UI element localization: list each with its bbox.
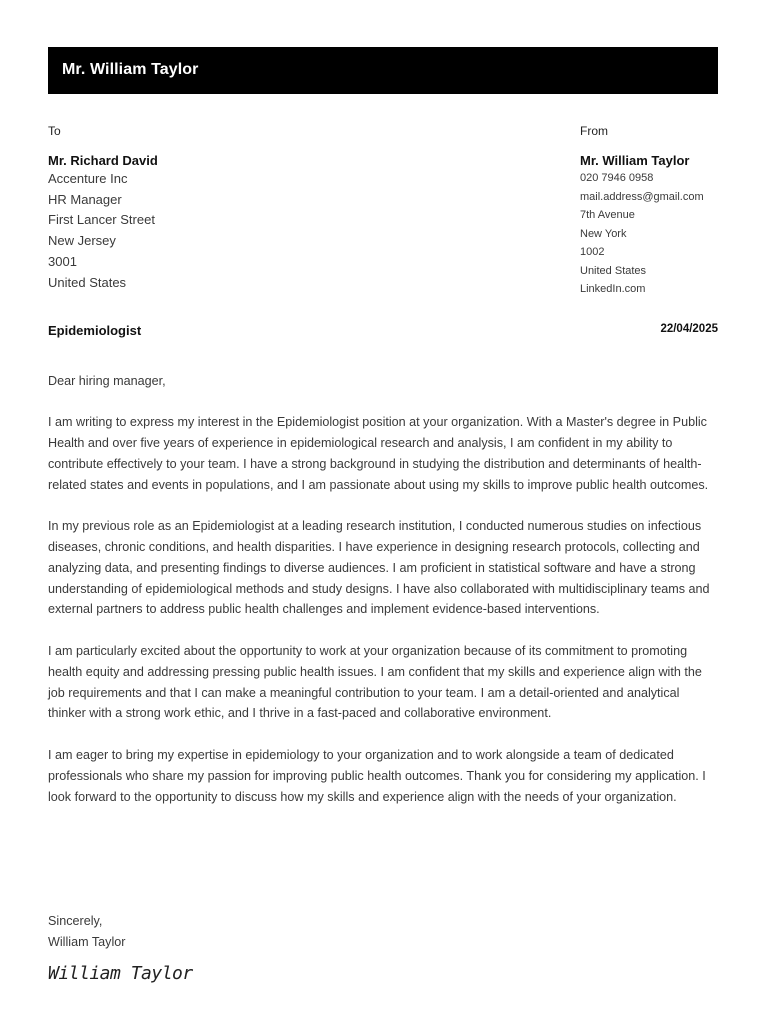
sender-contact: [580, 169, 740, 299]
recipient-name: Mr. Richard David: [48, 153, 158, 168]
header-name: Mr. William Taylor: [62, 61, 199, 78]
sender-country: United States: [580, 264, 647, 277]
sender-name: Mr. William Taylor: [580, 153, 690, 168]
sender-email: mail.address@gmail.com: [580, 190, 704, 203]
closing-phrase: Sincerely,: [48, 914, 103, 928]
body-paragraph: I am writing to express my interest in the Epidemiologist position at your organization. With a Master's degree in Public Health and over five years of experience in epidemiological research and analysis, I am confident in my ability to contribute effectively to your team. I have a strong background in studying the distribution and determinants of health-related states and events in populations, and I am passionate about using my skills to improve public health outcomes.: [48, 415, 709, 492]
letter-date: 22/04/2025: [660, 323, 718, 335]
recipient-street: First Lancer Street: [48, 212, 155, 228]
sender-label: From: [580, 124, 608, 138]
sender-street: 7th Avenue: [580, 209, 635, 221]
signature: William Taylor: [48, 963, 193, 984]
sender-postcode: 1002: [580, 246, 605, 258]
letter-header: [48, 47, 718, 94]
body-paragraph: I am eager to bring my expertise in epidemiology to your organization and to work alongside a team of dedicated professionals who share my passion for improving public health outcomes. Thank you for considering my application. I look forward to the opportunity to discuss how my skills and experience align with the needs of your organization.: [48, 747, 706, 804]
recipient-label: To: [48, 124, 61, 138]
recipient-block: [48, 124, 348, 293]
recipient-postcode: 3001: [48, 253, 77, 269]
sender-block: [580, 124, 740, 299]
recipient-company: Accenture Inc: [48, 171, 128, 186]
job-title: Epidemiologist: [48, 323, 142, 338]
letter-body: [48, 371, 720, 828]
sender-phone: 020 7946 0958: [580, 172, 654, 184]
recipient-state: New Jersey: [48, 233, 116, 249]
body-paragraph: I am particularly excited about the opportunity to work at your organization because of its commitment to promoting health equity and addressing pressing public health issues. I am confident that my skills and experience align with the job requirements and that I can make a meaningful contribution to your team. I am a detail-oriented and analytical thinker with a strong work ethic, and I thrive in a fast-paced and collaborative environment.: [48, 643, 702, 721]
recipient-address: [48, 169, 348, 293]
salutation: Dear hiring manager,: [48, 374, 166, 388]
sender-linkedin: LinkedIn.com: [580, 283, 646, 295]
body-paragraph: In my previous role as an Epidemiologist at a leading research institution, I conducted numerous studies on infectious diseases, chronic conditions, and health disparities. I have experience in designing research protocols, collecting and analyzing data, and presenting findings to diverse audiences. I am proficient in statistical software and have a strong understanding of epidemiological methods and study designs. I have also collaborated with multidisciplinary teams and external partners to address public health challenges and implement evidence-based interventions.: [48, 519, 710, 617]
recipient-position: HR Manager: [48, 191, 122, 207]
sender-city: New York: [580, 227, 627, 240]
recipient-country: United States: [48, 274, 127, 290]
letter-closing: [48, 911, 125, 952]
closing-name: William Taylor: [48, 934, 126, 949]
